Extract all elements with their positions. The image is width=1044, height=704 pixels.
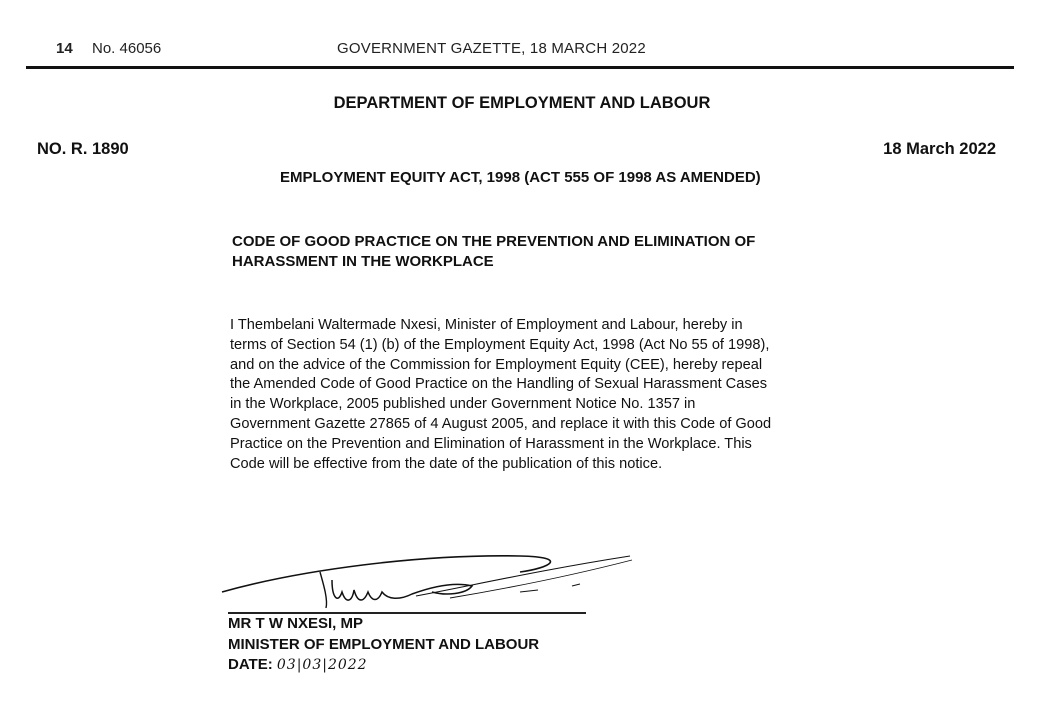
header-rule — [26, 66, 1014, 69]
handwritten-signature — [220, 546, 640, 614]
page-number: 14 — [56, 40, 73, 57]
body-line: Government Gazette 27865 of 4 August 2005, and replace it with this Code of Good — [230, 415, 772, 432]
code-title — [232, 232, 872, 272]
date-label: DATE: — [228, 656, 273, 673]
act-title: EMPLOYMENT EQUITY ACT, 1998 (ACT 555 OF 1998 AS AMENDED) — [280, 169, 761, 186]
body-line: terms of Section 54 (1) (b) of the Employment Equity Act, 1998 (Act No 55 of 1998), — [230, 336, 770, 353]
notice-number: NO. R. 1890 — [37, 140, 129, 158]
handwritten-date: 03|03|2022 — [276, 657, 368, 673]
department-heading: DEPARTMENT OF EMPLOYMENT AND LABOUR — [333, 94, 711, 112]
notice-body — [230, 316, 870, 474]
body-line: and on the advice of the Commission for Employment Equity (CEE), hereby repeal — [230, 356, 763, 373]
issue-number: No. 46056 — [92, 40, 162, 57]
body-line: the Amended Code of Good Practice on the Handling of Sexual Harassment Cases — [230, 376, 768, 393]
body-line: in the Workplace, 2005 published under Government Notice No. 1357 in — [230, 396, 696, 413]
body-line: I Thembelani Waltermade Nxesi, Minister of Employment and Labour, hereby in — [230, 317, 743, 333]
body-line: Practice on the Prevention and Elimination of Harassment in the Workplace. This — [230, 435, 752, 452]
code-title-line-1: CODE OF GOOD PRACTICE ON THE PREVENTION AND ELIMINATION OF — [232, 233, 756, 250]
signature-rule — [228, 612, 586, 614]
gazette-title: GOVERNMENT GAZETTE, 18 MARCH 2022 — [337, 40, 646, 57]
signature-date — [228, 656, 368, 673]
body-line: Code will be effective from the date of the publication of this notice. — [230, 455, 663, 472]
signer-title: MINISTER OF EMPLOYMENT AND LABOUR — [228, 636, 540, 653]
notice-date: 18 March 2022 — [883, 140, 996, 158]
signer-name: MR T W NXESI, MP — [228, 615, 363, 632]
code-title-line-2: HARASSMENT IN THE WORKPLACE — [232, 253, 494, 270]
